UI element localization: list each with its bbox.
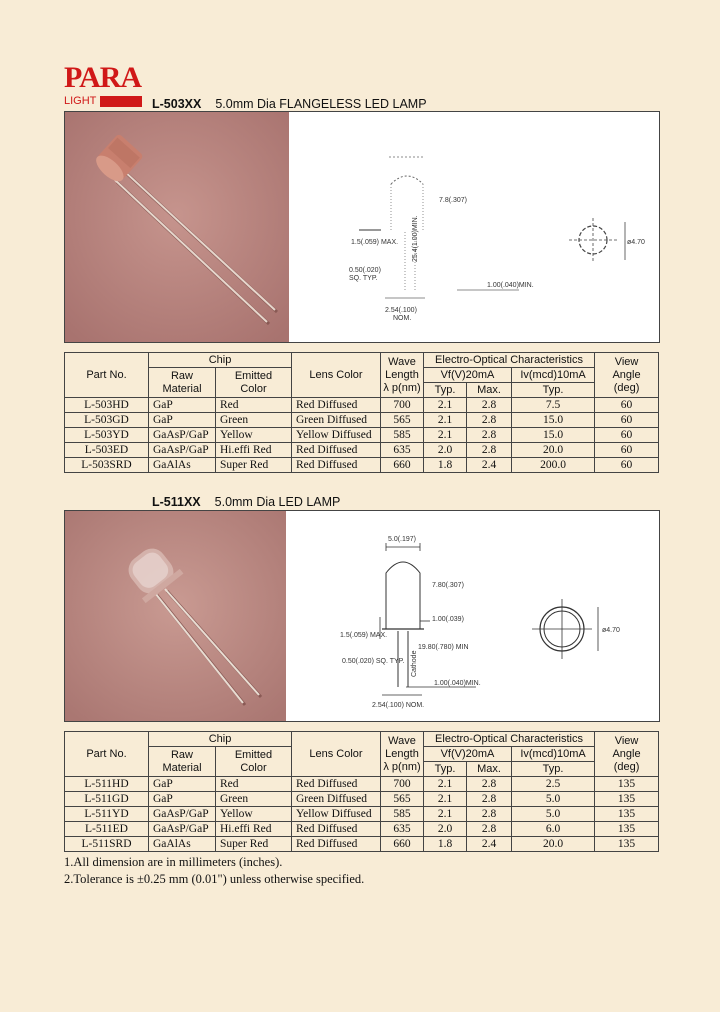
table-cell: L-511ED bbox=[65, 822, 149, 837]
table-cell: 2.1 bbox=[424, 777, 467, 792]
table-cell: 60 bbox=[595, 398, 659, 413]
header-wave-length: Wave Length λ p(nm) bbox=[381, 353, 424, 398]
table-cell: Red Diffused bbox=[292, 777, 381, 792]
header-view-angle: View Angle (deg) bbox=[595, 353, 659, 398]
header-lens-color: Lens Color bbox=[292, 353, 381, 398]
note-2: 2.Tolerance is ±0.25 mm (0.01") unless otherwise specified. bbox=[64, 872, 365, 886]
product-image-l503 bbox=[64, 111, 660, 343]
table-cell: 2.8 bbox=[467, 413, 512, 428]
header-vf-max: Max. bbox=[467, 762, 512, 777]
table-cell: Red Diffused bbox=[292, 837, 381, 852]
table-cell: 5.0 bbox=[512, 807, 595, 822]
led-photo bbox=[65, 511, 286, 721]
table-cell: GaAsP/GaP bbox=[149, 443, 216, 458]
header-part-no: Part No. bbox=[65, 353, 149, 398]
table-cell: 6.0 bbox=[512, 822, 595, 837]
table-cell: 2.8 bbox=[467, 807, 512, 822]
table-cell: 2.0 bbox=[424, 822, 467, 837]
table-cell: Super Red bbox=[216, 458, 292, 473]
header-iv: Iv(mcd)10mA bbox=[512, 747, 595, 762]
header-vf-max: Max. bbox=[467, 383, 512, 398]
table-cell: Yellow bbox=[216, 807, 292, 822]
table-row bbox=[65, 413, 659, 428]
header-vf-typ: Typ. bbox=[424, 762, 467, 777]
table-cell: 660 bbox=[381, 458, 424, 473]
svg-text:Cathode: Cathode bbox=[411, 650, 418, 677]
svg-text:7.80(.307): 7.80(.307) bbox=[432, 582, 464, 589]
note-1: 1.All dimension are in millimeters (inches). bbox=[64, 855, 283, 869]
table-cell: L-511SRD bbox=[65, 837, 149, 852]
table-cell: 635 bbox=[381, 822, 424, 837]
table-cell: 2.1 bbox=[424, 428, 467, 443]
table-cell: 2.8 bbox=[467, 777, 512, 792]
table-cell: 2.8 bbox=[467, 443, 512, 458]
table-cell: GaAsP/GaP bbox=[149, 807, 216, 822]
table-row bbox=[65, 777, 659, 792]
part-series: L-503XX bbox=[152, 97, 202, 111]
part-series: L-511XX bbox=[152, 495, 201, 509]
table-cell: GaP bbox=[149, 777, 216, 792]
svg-text:1.5(.059) MAX.: 1.5(.059) MAX. bbox=[351, 239, 399, 246]
table-cell: Green Diffused bbox=[292, 413, 381, 428]
table-cell: 1.8 bbox=[424, 458, 467, 473]
diameter-label: ø4.70 bbox=[627, 239, 645, 246]
table-cell: Yellow Diffused bbox=[292, 428, 381, 443]
table-cell: 15.0 bbox=[512, 428, 595, 443]
table-cell: 700 bbox=[381, 398, 424, 413]
table-cell: Hi.effi Red bbox=[216, 443, 292, 458]
header-iv-typ: Typ. bbox=[512, 762, 595, 777]
table-row bbox=[65, 443, 659, 458]
header-vf: Vf(V)20mA bbox=[424, 747, 512, 762]
product-image-l511 bbox=[64, 510, 660, 722]
table-cell: 565 bbox=[381, 792, 424, 807]
svg-text:1.00(.040)MIN.: 1.00(.040)MIN. bbox=[487, 282, 534, 289]
svg-text:25.4(1.00)MIN.: 25.4(1.00)MIN. bbox=[412, 215, 419, 262]
section-description: 5.0mm Dia FLANGELESS LED LAMP bbox=[215, 97, 427, 111]
table-cell: L-503ED bbox=[65, 443, 149, 458]
dimension-drawing-l503 bbox=[289, 112, 659, 342]
table-cell: 15.0 bbox=[512, 413, 595, 428]
table-cell: 2.8 bbox=[467, 428, 512, 443]
section-title-l503 bbox=[152, 97, 427, 111]
table-cell: 7.5 bbox=[512, 398, 595, 413]
table-cell: 135 bbox=[595, 777, 659, 792]
header-view-angle: View Angle (deg) bbox=[595, 732, 659, 777]
header-vf-typ: Typ. bbox=[424, 383, 467, 398]
svg-text:NOM.: NOM. bbox=[393, 315, 412, 322]
table-row bbox=[65, 807, 659, 822]
table-cell: 2.0 bbox=[424, 443, 467, 458]
table-cell: 2.8 bbox=[467, 792, 512, 807]
logo-light: LIGHT bbox=[64, 95, 97, 107]
svg-text:1.00(.040)MIN.: 1.00(.040)MIN. bbox=[434, 680, 481, 687]
table-cell: Red Diffused bbox=[292, 458, 381, 473]
header-part-no: Part No. bbox=[65, 732, 149, 777]
table-cell: GaAlAs bbox=[149, 458, 216, 473]
table-cell: L-503SRD bbox=[65, 458, 149, 473]
table-cell: 660 bbox=[381, 837, 424, 852]
svg-text:19.80(.780) MIN: 19.80(.780) MIN bbox=[418, 644, 469, 651]
header-emitted-color: Emitted Color bbox=[216, 368, 292, 398]
table-cell: 585 bbox=[381, 428, 424, 443]
table-cell: 5.0 bbox=[512, 792, 595, 807]
header-emitted-color: Emitted Color bbox=[216, 747, 292, 777]
table-cell: Red bbox=[216, 398, 292, 413]
table-cell: Red Diffused bbox=[292, 398, 381, 413]
logo-para: PARA bbox=[64, 61, 142, 94]
table-cell: Yellow bbox=[216, 428, 292, 443]
spec-table-l503 bbox=[64, 352, 659, 473]
logo-bar bbox=[100, 96, 142, 107]
table-cell: Green Diffused bbox=[292, 792, 381, 807]
table-cell: 2.8 bbox=[467, 822, 512, 837]
section-title-l511 bbox=[152, 495, 340, 509]
header-iv: Iv(mcd)10mA bbox=[512, 368, 595, 383]
table-cell: Red Diffused bbox=[292, 443, 381, 458]
table-cell: Super Red bbox=[216, 837, 292, 852]
table-cell: 2.4 bbox=[467, 837, 512, 852]
table-cell: Red bbox=[216, 777, 292, 792]
table-cell: 60 bbox=[595, 428, 659, 443]
table-cell: Yellow Diffused bbox=[292, 807, 381, 822]
table-cell: GaAlAs bbox=[149, 837, 216, 852]
table-cell: GaP bbox=[149, 413, 216, 428]
svg-text:1.00(.039): 1.00(.039) bbox=[432, 616, 464, 623]
table-cell: 2.8 bbox=[467, 398, 512, 413]
header-electro-optical: Electro-Optical Characteristics bbox=[424, 353, 595, 368]
table-cell: GaAsP/GaP bbox=[149, 428, 216, 443]
header-electro-optical: Electro-Optical Characteristics bbox=[424, 732, 595, 747]
svg-text:2.54(.100): 2.54(.100) bbox=[385, 307, 417, 314]
table-cell: 2.5 bbox=[512, 777, 595, 792]
header-raw-material: Raw Material bbox=[149, 368, 216, 398]
table-cell: 60 bbox=[595, 458, 659, 473]
table-cell: 1.8 bbox=[424, 837, 467, 852]
table-cell: 2.1 bbox=[424, 413, 467, 428]
table-cell: L-511GD bbox=[65, 792, 149, 807]
table-row bbox=[65, 792, 659, 807]
spec-table-l511 bbox=[64, 731, 659, 852]
header-vf: Vf(V)20mA bbox=[424, 368, 512, 383]
table-cell: 135 bbox=[595, 837, 659, 852]
header-chip: Chip bbox=[149, 353, 292, 368]
table-cell: 2.1 bbox=[424, 807, 467, 822]
header-lens-color: Lens Color bbox=[292, 732, 381, 777]
table-cell: Hi.effi Red bbox=[216, 822, 292, 837]
section-description: 5.0mm Dia LED LAMP bbox=[214, 495, 341, 509]
table-cell: 565 bbox=[381, 413, 424, 428]
table-cell: GaAsP/GaP bbox=[149, 822, 216, 837]
table-cell: 2.1 bbox=[424, 792, 467, 807]
table-cell: 60 bbox=[595, 413, 659, 428]
table-cell: L-503GD bbox=[65, 413, 149, 428]
led-photo bbox=[65, 112, 289, 342]
header-wave-length: Wave Length λ p(nm) bbox=[381, 732, 424, 777]
notes bbox=[64, 854, 664, 888]
header-chip: Chip bbox=[149, 732, 292, 747]
table-cell: GaP bbox=[149, 792, 216, 807]
header-raw-material: Raw Material bbox=[149, 747, 216, 777]
table-cell: 2.1 bbox=[424, 398, 467, 413]
table-cell: L-511HD bbox=[65, 777, 149, 792]
svg-text:0.50(.020): 0.50(.020) bbox=[349, 267, 381, 274]
table-cell: GaP bbox=[149, 398, 216, 413]
svg-text:0.50(.020) SQ. TYP.: 0.50(.020) SQ. TYP. bbox=[342, 658, 405, 665]
table-cell: 2.4 bbox=[467, 458, 512, 473]
svg-text:2.54(.100) NOM.: 2.54(.100) NOM. bbox=[372, 702, 425, 709]
table-cell: 20.0 bbox=[512, 837, 595, 852]
table-cell: 60 bbox=[595, 443, 659, 458]
table-cell: L-503YD bbox=[65, 428, 149, 443]
table-cell: L-503HD bbox=[65, 398, 149, 413]
table-cell: 585 bbox=[381, 807, 424, 822]
table-cell: Green bbox=[216, 792, 292, 807]
svg-text:SQ. TYP.: SQ. TYP. bbox=[349, 275, 378, 282]
table-row bbox=[65, 458, 659, 473]
table-cell: 135 bbox=[595, 807, 659, 822]
svg-text:5.0(.197): 5.0(.197) bbox=[388, 536, 417, 543]
table-cell: 20.0 bbox=[512, 443, 595, 458]
table-row bbox=[65, 428, 659, 443]
dimension-drawing-l511 bbox=[286, 511, 659, 721]
table-cell: 135 bbox=[595, 822, 659, 837]
table-cell: 700 bbox=[381, 777, 424, 792]
table-cell: Red Diffused bbox=[292, 822, 381, 837]
table-cell: 200.0 bbox=[512, 458, 595, 473]
diameter-label: ø4.70 bbox=[602, 627, 620, 634]
table-cell: 635 bbox=[381, 443, 424, 458]
table-row bbox=[65, 398, 659, 413]
svg-text:7.8(.307): 7.8(.307) bbox=[439, 197, 468, 204]
svg-text:1.5(.059) MAX.: 1.5(.059) MAX. bbox=[340, 632, 388, 639]
table-cell: L-511YD bbox=[65, 807, 149, 822]
table-cell: Green bbox=[216, 413, 292, 428]
header-iv-typ: Typ. bbox=[512, 383, 595, 398]
table-row bbox=[65, 837, 659, 852]
table-row bbox=[65, 822, 659, 837]
table-cell: 135 bbox=[595, 792, 659, 807]
